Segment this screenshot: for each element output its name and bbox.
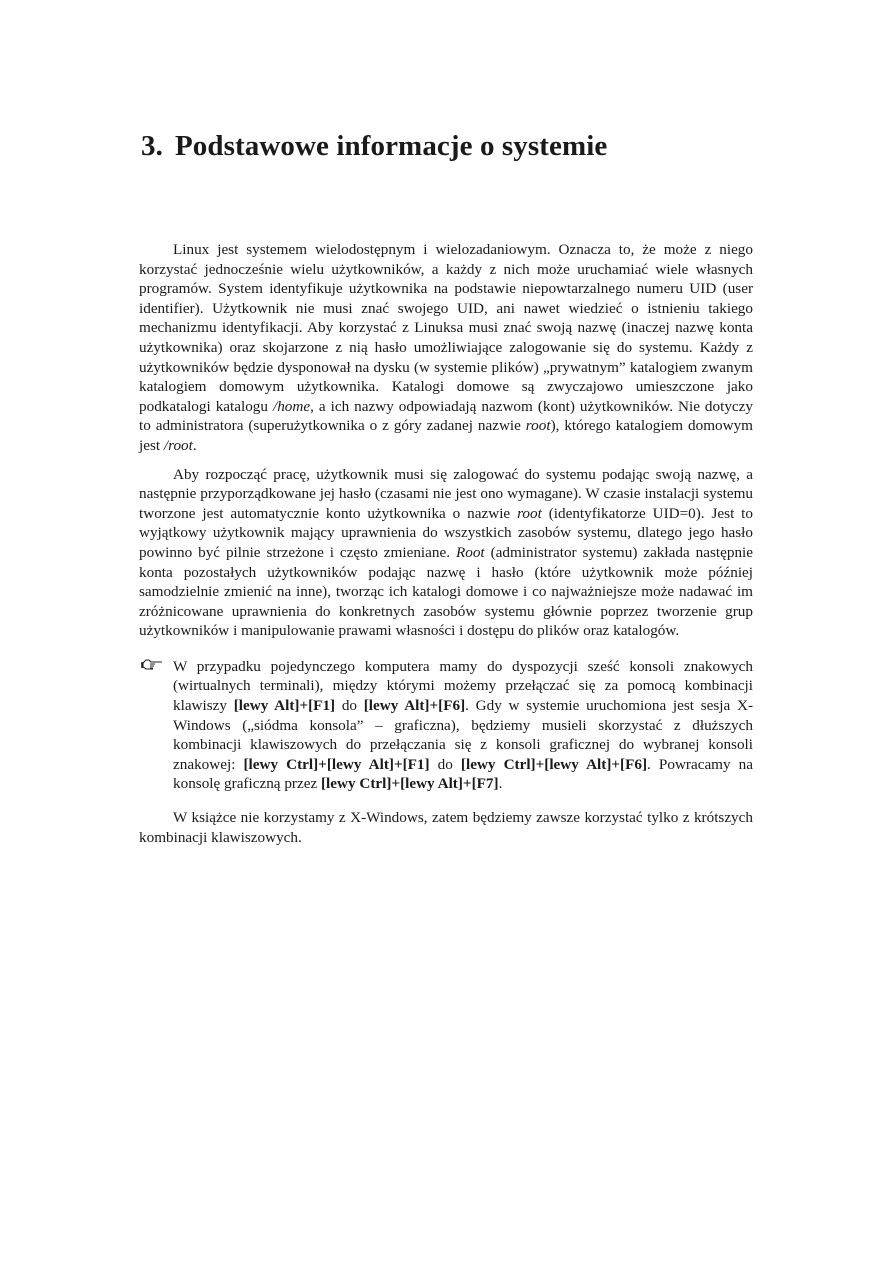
- key-combo: [lewy Alt]+[F6]: [363, 697, 466, 715]
- home-path: /home: [272, 397, 311, 415]
- chapter-title-text: Podstawowe informacje o systemie: [174, 130, 608, 162]
- root-name-capitalized: Root: [455, 543, 485, 561]
- paragraph-login: Aby rozpocząć pracę, użytkownik musi się zalogować do systemu podając swoją nazwę, a następnie przyporządkowane jej hasło (czasami nie jest ono wymagane). W czasie instalacji systemu tworzone jest automatycznie konto użytkownika o nazwie root (identyfikatorze UID=0). Jest to wyjątkowy użytkownik mający uprawnienia do wszystkich zasobów systemu, dlatego jego hasło powinno być pilnie strzeżone i często zmieniane. Root (administrator systemu) zakłada następnie konta pozostałych użytkowników podając nazwę i hasło (które użytkownik może później samodzielnie zmienić na inne), tworząc ich katalogi domowe i co najważniejsze może nadawać im zróżnicowane uprawnienia do konkretnych zasobów systemu głównie poprzez tworzenie grup użytkowników i manipulowanie prawami własności i dostępu do plików oraz katalogów.: [139, 465, 753, 640]
- root-dir: /root: [163, 436, 193, 454]
- key-combo: [lewy Ctrl]+[lewy Alt]+[F1]: [243, 755, 430, 773]
- chapter-title: [141, 130, 607, 163]
- root-name: root: [525, 417, 551, 435]
- key-combo: [lewy Ctrl]+[lewy Alt]+[F7]: [321, 775, 499, 793]
- key-combo: [lewy Alt]+[F1]: [233, 697, 336, 715]
- body-text: [139, 240, 753, 847]
- paragraph-users: Linux jest systemem wielodostępnym i wielozadaniowym. Oznacza to, że może z niego korzystać jednocześnie wielu użytkowników, a każdy z nich może uruchamiać wiele własnych programów. System identyfikuje użytkownika na podstawie niepowtarzalnego numeru UID (user identifier). Użytkownik nie musi znać swojego UID, ani nawet wiedzieć o istnieniu takiego mechanizmu identyfikacji. Aby korzystać z Linuksa musi znać swoją nazwę (inaczej nazwę konta użytkownika) oraz skojarzone z nią hasło umożliwiające zalogowanie się do systemu. Każdy z użytkowników będzie dysponował na dysku (w systemie plików) „prywatnym” katalogiem zwanym katalogiem domowym użytkownika. Katalogi domowe są zwyczajowo umieszczone jako podkatalogi katalogu /home, a ich nazwy odpowiadają nazwom (kont) użytkowników. Nie dotyczy to administratora (superużytkownika o z góry zadanej nazwie root), którego katalogiem domowym jest /root.: [139, 241, 754, 454]
- paragraph-x-windows: W książce nie korzystamy z X-Windows, zatem będziemy zawsze korzystać tylko z krótszych kombinacji klawiszowych.: [139, 809, 753, 846]
- tip-note: [139, 657, 753, 794]
- root-name: root: [517, 504, 542, 522]
- pointing-hand-icon: [141, 658, 163, 670]
- chapter-number: 3.: [141, 130, 163, 162]
- tip-text: W przypadku pojedynczego komputera mamy do dyspozycji sześć konsoli znakowych (wirtualnych terminali), między którymi możemy przełączać się za pomocą kombinacji klawiszy [lewy Alt]+[F1] do [lewy Alt]+[F6]. Gdy w systemie uruchomiona jest sesja X-Windows („siódma konsola” – graficzna), będziemy musieli skorzystać z dłuższych kombinacji klawiszowych do przełączania się z konsoli graficznej do wybranej konsoli znakowej: [lewy Ctrl]+[lewy Alt]+[F1] do [lewy Ctrl]+[lewy Alt]+[F6]. Powracamy na konsolę graficzną przez [lewy Ctrl]+[lewy Alt]+[F7].: [173, 657, 753, 793]
- key-combo: [lewy Ctrl]+[lewy Alt]+[F6]: [460, 755, 648, 773]
